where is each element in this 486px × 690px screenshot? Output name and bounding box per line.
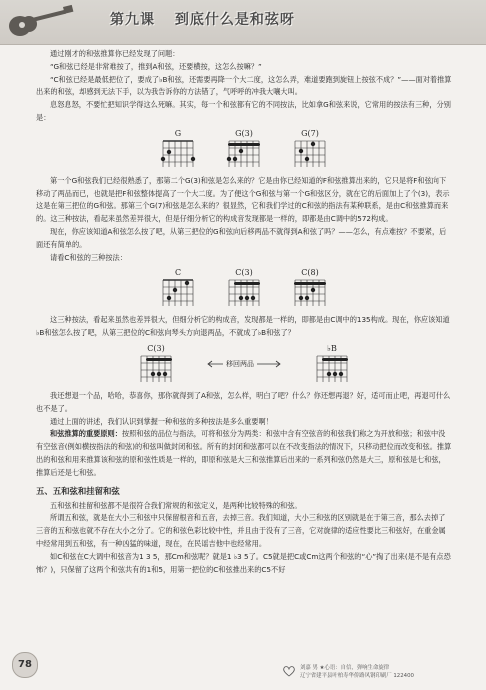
paragraph: 现在，你应该知道A和弦怎么按了吧，从第三把位的G和弦向后移两品不就得到A和弦了吗？——怎么，有点难按？不要紧，后面还有简单的。 <box>36 226 447 249</box>
fretboard-graphic <box>226 139 262 169</box>
paragraph: 请看C和弦的三种按法： <box>50 252 127 262</box>
chord-diagram <box>223 268 265 308</box>
arrow-left-icon <box>207 360 223 368</box>
chord-diagram <box>135 344 177 384</box>
page-body <box>36 48 452 576</box>
footer-line: 辽宁省建平县叶柏寿华侨路风钢印刷厂 122400 <box>300 673 414 679</box>
paragraph-text: 按照和弦的品位与指法，可将和弦分为两类：和弦中含有空弦音的和弦我们称之为开放和弦；和弦中没有空弦音(例如横按指法的和弦)的和弦叫做封闭和弦。所有的封闭和弦都可以在不改变指法的情况下，只移动把位而改变和弦。推算出的和弦和用来推算该和弦的原和弦性质是一样的，即原和弦是大三和弦推算后出来的一系列和弦仍然是大三，原和弦是七和弦，推算后还是七和弦。 <box>36 429 452 477</box>
paragraph: 息怒息怒，不要忙把知识学得这么死嘛。其实，每一个和弦都有它的不同按法，比如拿G和弦来说，它常用的按法有三种，分别是： <box>36 100 451 122</box>
paragraph: 通过上面的讲述，我们认识到掌握一种和弦的多种按法是多么重要啊！ <box>50 416 273 426</box>
fretboard-graphic <box>292 278 328 308</box>
paragraph: 五和弦和挂留和弦都不是很符合我们常规的和弦定义，是两种比较特殊的和弦。 <box>50 500 302 510</box>
paragraph <box>36 428 452 479</box>
g-chord-diagrams <box>36 129 452 169</box>
paragraph: 第一个G和弦我们已经很熟悉了，那第二个G(3)和弦是怎么来的？它是由你已经知道的F和弦推算出来的，它只是将F和弦向下移动了两品而已，也就是把F和弦整体提高了一个大二度。为了便这个G和弦与第一个G和弦区分，就在它的后面加上了个(3)，表示这是在第三把位的G和弦。那第三个G(7)和弦是怎么来的？很显然，它和我们学过的C和弦的指法有某种联系，是由C和弦推算而来的。这三种按法，看起来虽然差异很大，但是仔细分析它的构成音发现都是一样的，即都是由C调中的572构成。 <box>36 175 450 224</box>
chord-name: C(3) <box>235 268 253 278</box>
move-arrow <box>207 344 281 384</box>
paragraph: 如C和弦在C大调中和弦音为1 3 5，那Cm和弦呢？就是1 ♭3 5了。C5就是把C或Cm这两个和弦的“心”掏了出来(是不是有点恐怖？)，只保留了这两个和弦共有的1和5，用第一把位的C和弦推出来的C5不好 <box>36 551 451 574</box>
chord-diagram <box>289 129 331 169</box>
chord-name: ♭B <box>327 343 337 353</box>
bb-chord-diagrams <box>36 344 452 384</box>
lesson-title: 到底什么是和弦呀 <box>174 12 295 28</box>
page-header <box>0 0 486 45</box>
lesson-number: 第九课 <box>110 12 155 28</box>
chord-name: G <box>174 128 182 138</box>
chord-name: C(8) <box>301 268 319 278</box>
fretboard-graphic <box>160 139 196 169</box>
bold-lead: 和弦推算的重要原则： <box>50 429 122 439</box>
fretboard-graphic <box>226 278 262 308</box>
chord-diagram <box>157 268 199 308</box>
c-chord-diagrams <box>36 268 452 308</box>
footer-line: 刘嘉 男 ★心语：自信，弹响生命旋律 <box>300 665 390 671</box>
section-heading: 五、五和弦和挂留和弦 <box>36 485 120 496</box>
page-number: 78 <box>12 652 38 678</box>
chord-diagram <box>157 129 199 169</box>
footer-credit <box>300 664 480 680</box>
paragraph: “G和弦已经是非常难按了，推到A和弦，还要横按，这怎么按嘛？” <box>50 61 262 71</box>
arrow-label: 移回两品 <box>226 359 254 368</box>
chord-diagram <box>289 268 331 308</box>
guitar-icon <box>6 4 76 40</box>
paragraph: 通过刚才的和弦推算你已经发现了问题： <box>50 49 180 58</box>
paragraph: 这三种按法，看起来虽然也差异很大，但细分析它的构成音，发现都是一样的，即都是由C调中的135构成。现在，你应该知道♭B和弦怎么按了吧，从第三把位的C和弦向琴头方向退两品，不就成了♭B和弦了？ <box>36 315 450 338</box>
chord-name: G(7) <box>301 128 319 138</box>
chord-name: G(3) <box>235 128 253 138</box>
heart-icon <box>282 664 296 678</box>
chord-name: C <box>174 268 182 278</box>
chord-diagram <box>223 129 265 169</box>
chord-name: C(3) <box>147 343 165 353</box>
page-title <box>110 9 309 29</box>
chord-diagram <box>311 344 353 384</box>
fretboard-graphic <box>314 354 350 384</box>
paragraph: “C和弦已经是最低把位了，要成了♭B和弦，还需要再降一个大二度，这怎么弄，难道要跑到旋钮上按弦不成？”——面对着推算出来的和弦，却感到无法下手，以为我告诉你的方法错了，气呼呼的冲我大嚷大叫。 <box>36 74 452 97</box>
fretboard-graphic <box>292 139 328 169</box>
paragraph: 所谓五和弦，就是在大小三和弦中只保留根音和五音，去掉三音。我们知道，大小三和弦的区别就是在于第三音，那么去掉了三音的五和弦也就不存在大小之分了。它的和弦色彩比较中性，并且由于没有了三音，它对旋律的适应性要比三和弦好，在重金属中经常用到五和弦，有一种凶猛的味道，现在，在民谣吉他中也经常用。 <box>36 513 446 548</box>
paragraph: 我还想退一个品，哈哈，恭喜你，那你就得到了A和弦，怎么样，明白了吧？什么？你还想再退？好，适可而止吧，再退可什么也不是了。 <box>36 390 451 413</box>
fretboard-graphic <box>138 354 174 384</box>
fretboard-graphic <box>160 278 196 308</box>
arrow-right-icon <box>257 360 281 368</box>
